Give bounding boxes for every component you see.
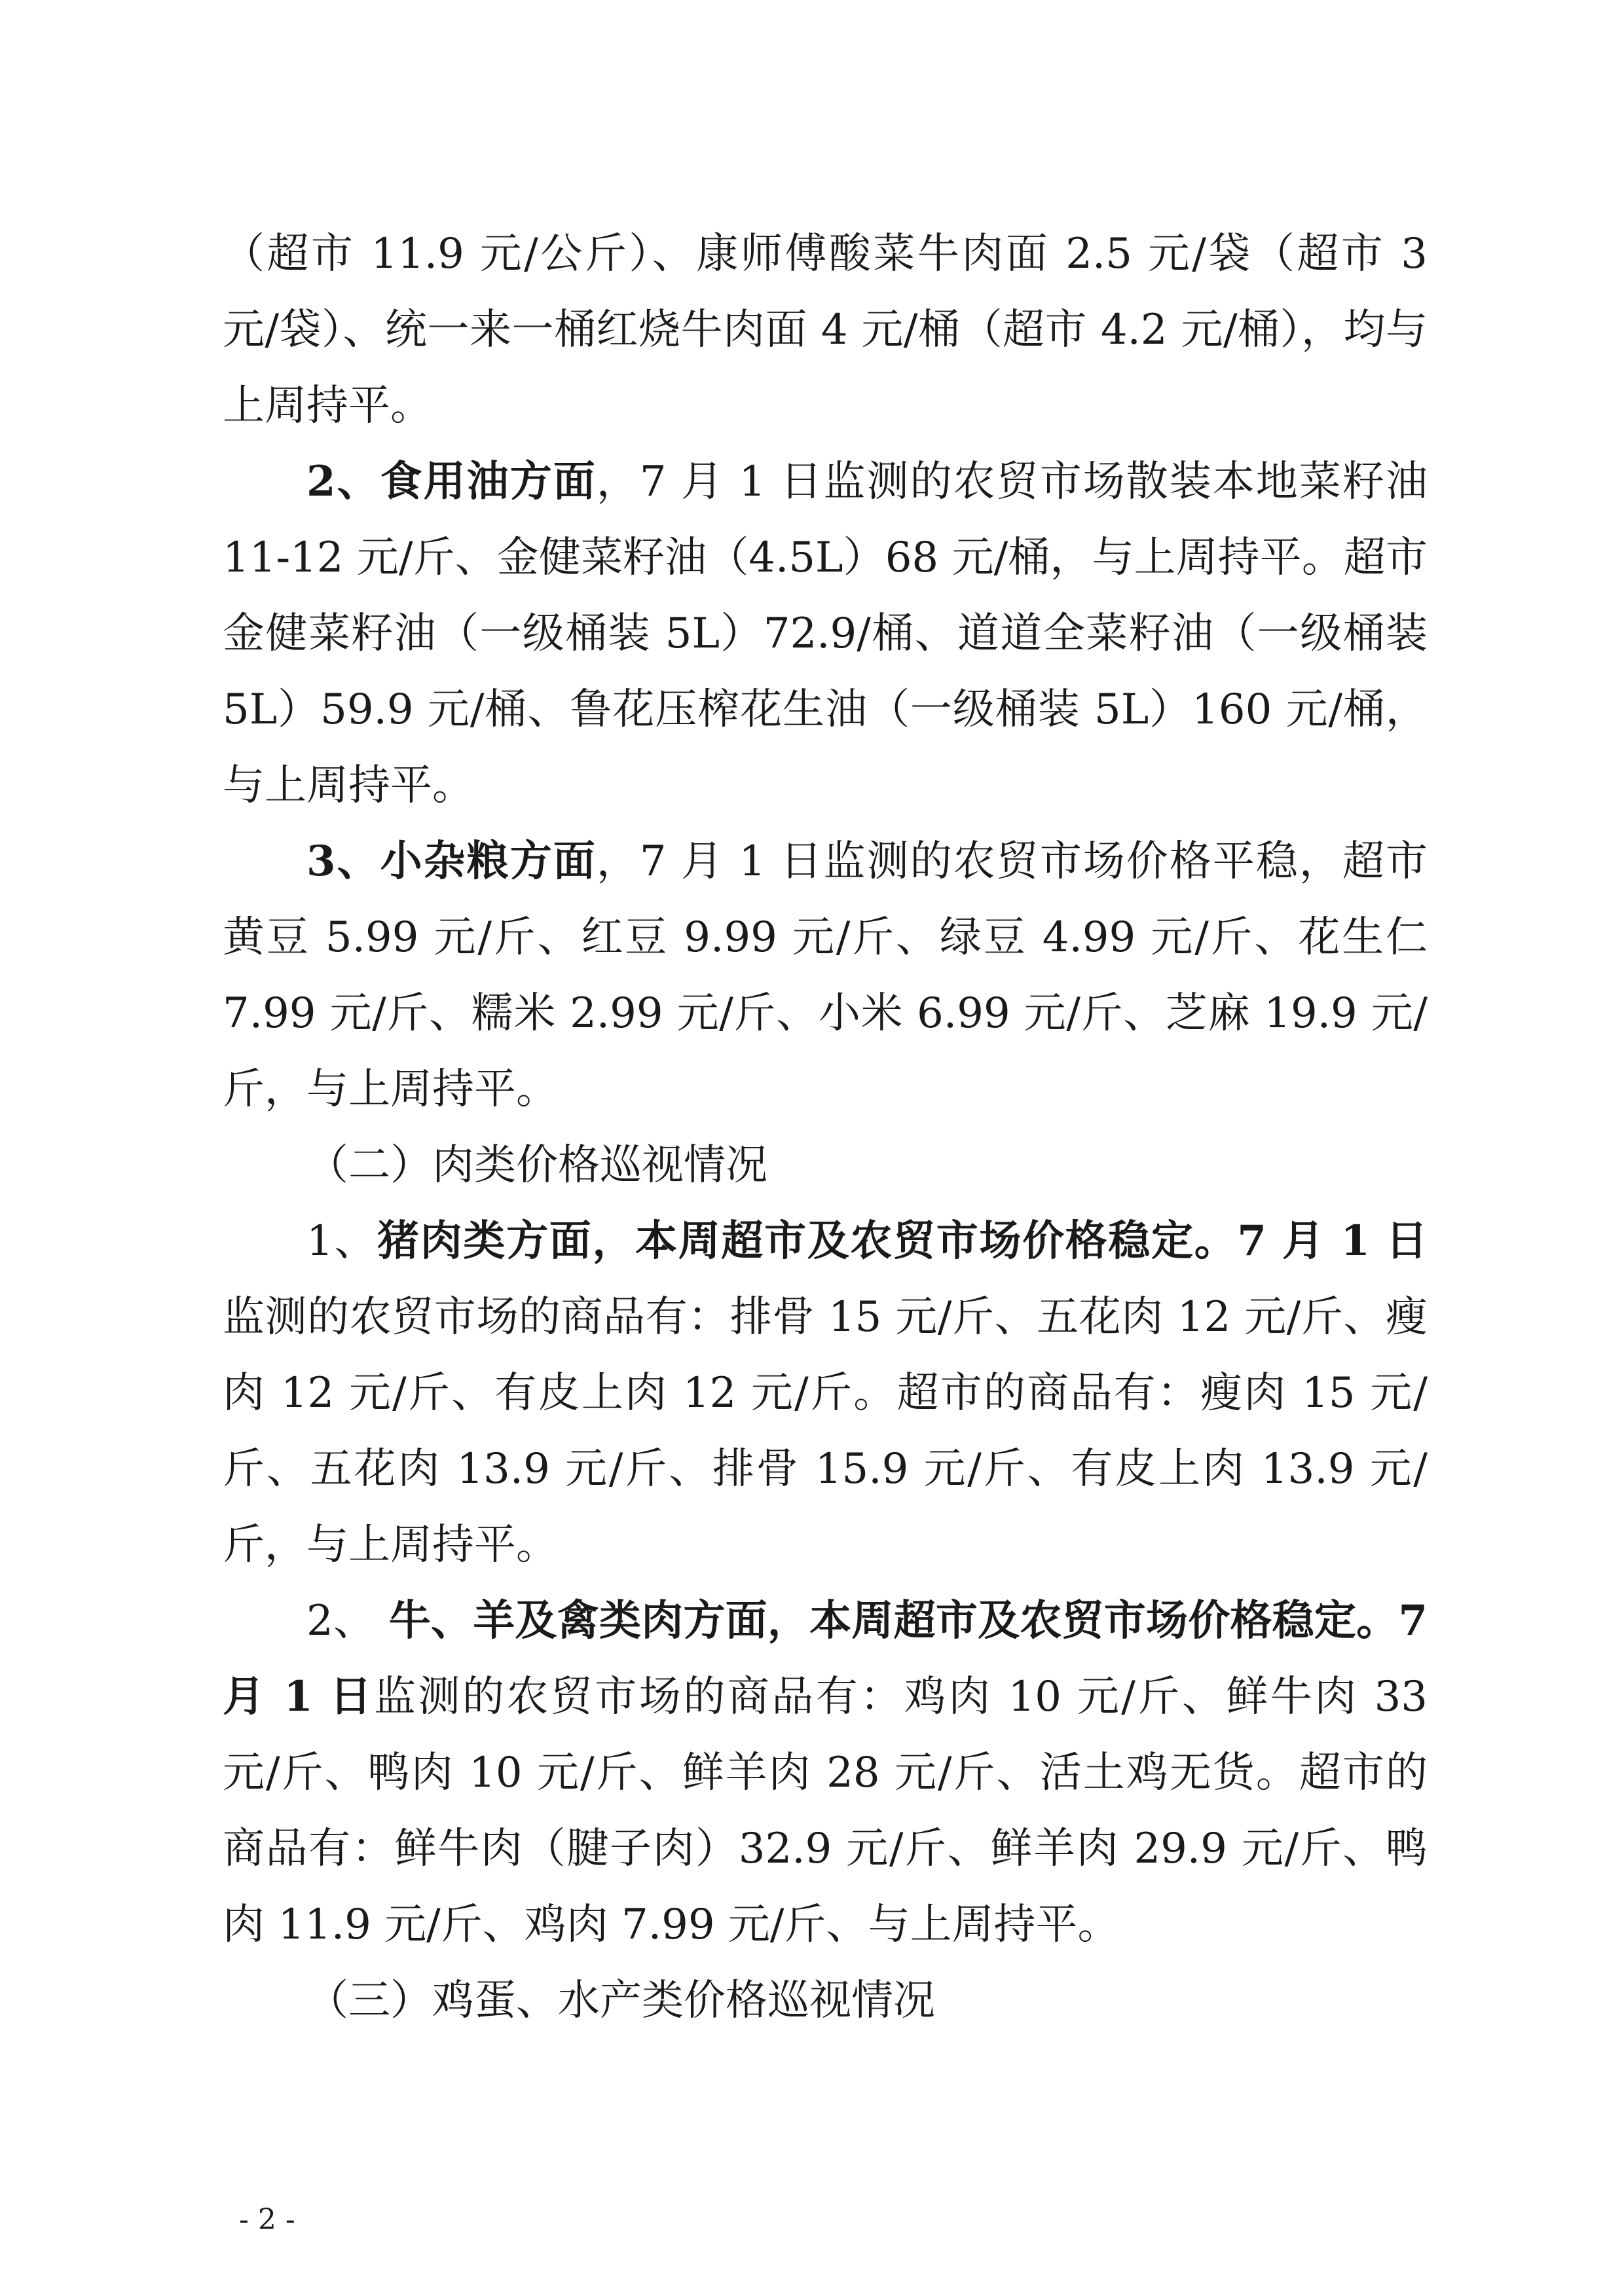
paragraph-text: 监测的农贸市场的商品有：鸡肉 10 元/斤、鲜牛肉 33 元/斤、鸭肉 10 元/斤、鲜羊肉 28 元/斤、活土鸡无货。超市的商品有：鲜牛肉（腱子肉）32.9 元/斤、鲜羊肉 29.9 元/斤、鸭肉 11.9 元/斤、鸡肉 7.99 元/斤、与上周持平。: [223, 1673, 1428, 1949]
paragraph-beef-mutton-poultry: [223, 1583, 1428, 1963]
paragraph-heading-bold: 猪肉类方面，本周超市及农贸市场价格稳定。7 月 1 日: [377, 1216, 1428, 1266]
paragraph-lead-number: 2、: [306, 1597, 389, 1645]
paragraph-text: 监测的农贸市场的商品有：排骨 15 元/斤、五花肉 12 元/斤、瘦肉 12 元/斤、有皮上肉 12 元/斤。超市的商品有：瘦肉 15 元/斤、五花肉 13.9 元/斤、排骨 15.9 元/斤、有皮上肉 13.9 元/斤，与上周持平。: [223, 1293, 1428, 1569]
paragraph-heading-bold: 2、食用油方面: [306, 457, 597, 506]
paragraph-pork: [223, 1203, 1428, 1583]
document-body: [223, 216, 1428, 2039]
paragraph-edible-oil: [223, 444, 1428, 824]
paragraph-text: ，7 月 1 日监测的农贸市场散装本地菜籽油 11-12 元/斤、金健菜籽油（4.5L）68 元/桶，与上周持平。超市金健菜籽油（一级桶装 5L）72.9/桶、道道全菜籽油（一级桶装 5L）59.9 元/桶、鲁花压榨花生油（一级桶装 5L）160 元/桶，与上周持平。: [223, 458, 1428, 810]
section-heading-eggs-aquatic: （三）鸡蛋、水产类价格巡视情况: [306, 1977, 935, 2025]
paragraph-heading-bold: 3、小杂粮方面: [306, 837, 597, 886]
paragraph-grains: [223, 824, 1428, 1127]
paragraph-text: （超市 11.9 元/公斤）、康师傅酸菜牛肉面 2.5 元/袋（超市 3 元/袋）、统一来一桶红烧牛肉面 4 元/桶（超市 4.2 元/桶），均与上周持平。: [223, 230, 1428, 430]
paragraph-staples-continued: [223, 216, 1428, 444]
paragraph-heading-bold: 牛、羊及禽类肉方面，本周超市及农贸市场价格稳定。7 月 1 日: [223, 1596, 1428, 1721]
paragraph-text: ，7 月 1 日监测的农贸市场价格平稳，超市黄豆 5.99 元/斤、红豆 9.99 元/斤、绿豆 4.99 元/斤、花生仁 7.99 元/斤、糯米 2.99 元/斤、小米 6.99 元/斤、芝麻 19.9 元/斤，与上周持平。: [223, 837, 1428, 1114]
paragraph-lead-number: 1、: [306, 1217, 378, 1266]
section-heading-meat: （二）肉类价格巡视情况: [306, 1141, 767, 1190]
page-number: - 2 -: [239, 2203, 295, 2236]
